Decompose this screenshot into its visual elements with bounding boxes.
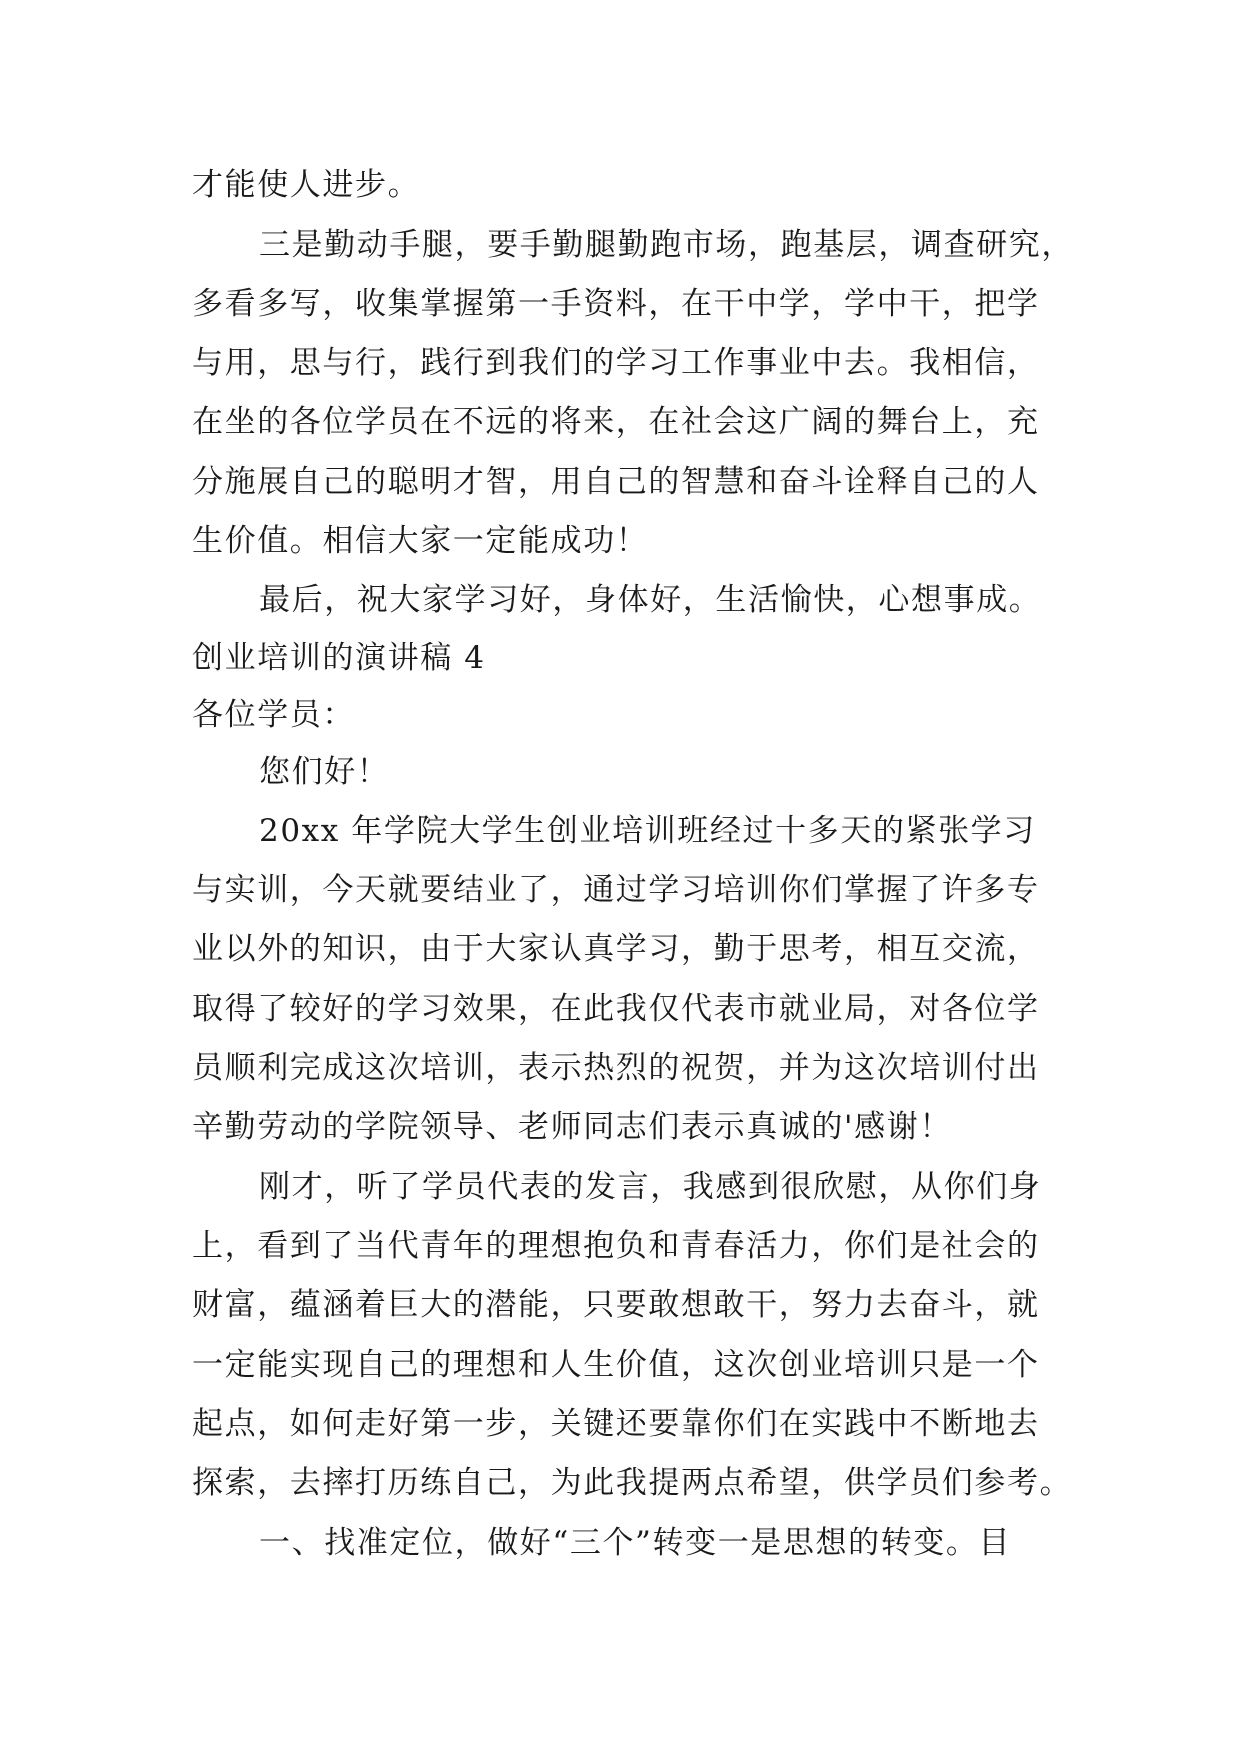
text-line: 生价值。相信大家一定能成功！: [192, 523, 649, 559]
text-line: 一定能实现自己的理想和人生价值，这次创业培训只是一个: [192, 1347, 1040, 1383]
text-line: 员顺利完成这次培训，表示热烈的祝贺，并为这次培训付出: [192, 1050, 1040, 1086]
text-line: 分施展自己的聪明才智，用自己的智慧和奋斗诠释自己的人: [192, 464, 1040, 500]
text-line: 探索，去摔打历练自己，为此我提两点希望，供学员们参考。: [192, 1465, 1073, 1501]
text-line: 业以外的知识，由于大家认真学习，勤于思考，相互交流，: [192, 931, 1040, 967]
text-line: 才能使人进步。: [192, 167, 421, 203]
text-line: 财富，蕴涵着巨大的潜能，只要敢想敢干，努力去奋斗，就: [192, 1287, 1040, 1323]
text-line: 刚才，听了学员代表的发言，我感到很欣慰，从你们身: [259, 1169, 1042, 1205]
text-line: 三是勤动手腿，要手勤腿勤跑市场，跑基层，调查研究，: [259, 227, 1074, 263]
text-line: 与用，思与行，践行到我们的学习工作事业中去。我相信，: [192, 345, 1040, 381]
text-line: 在坐的各位学员在不远的将来，在社会这广阔的舞台上，充: [192, 404, 1040, 440]
text-line: 最后，祝大家学习好，身体好，生活愉快，心想事成。: [259, 582, 1042, 618]
text-line: 一、找准定位，做好“三个”转变一是思想的转变。目: [259, 1525, 1012, 1561]
text-line: 20xx 年学院大学生创业培训班经过十多天的紧张学习: [259, 813, 1036, 849]
text-line: 辛勤劳动的学院领导、老师同志们表示真诚的'感谢！: [192, 1109, 952, 1145]
text-line: 与实训，今天就要结业了，通过学习培训你们掌握了许多专: [192, 872, 1040, 908]
section-heading: 创业培训的演讲稿 4: [192, 640, 486, 676]
salutation: 各位学员：: [192, 697, 355, 733]
greeting: 您们好！: [259, 754, 390, 790]
text-line: 取得了较好的学习效果，在此我仅代表市就业局，对各位学: [192, 991, 1040, 1027]
text-line: 多看多写，收集掌握第一手资料，在干中学，学中干，把学: [192, 286, 1040, 322]
text-line: 起点，如何走好第一步，关键还要靠你们在实践中不断地去: [192, 1406, 1040, 1442]
text-line: 上，看到了当代青年的理想抱负和青春活力，你们是社会的: [192, 1228, 1040, 1264]
